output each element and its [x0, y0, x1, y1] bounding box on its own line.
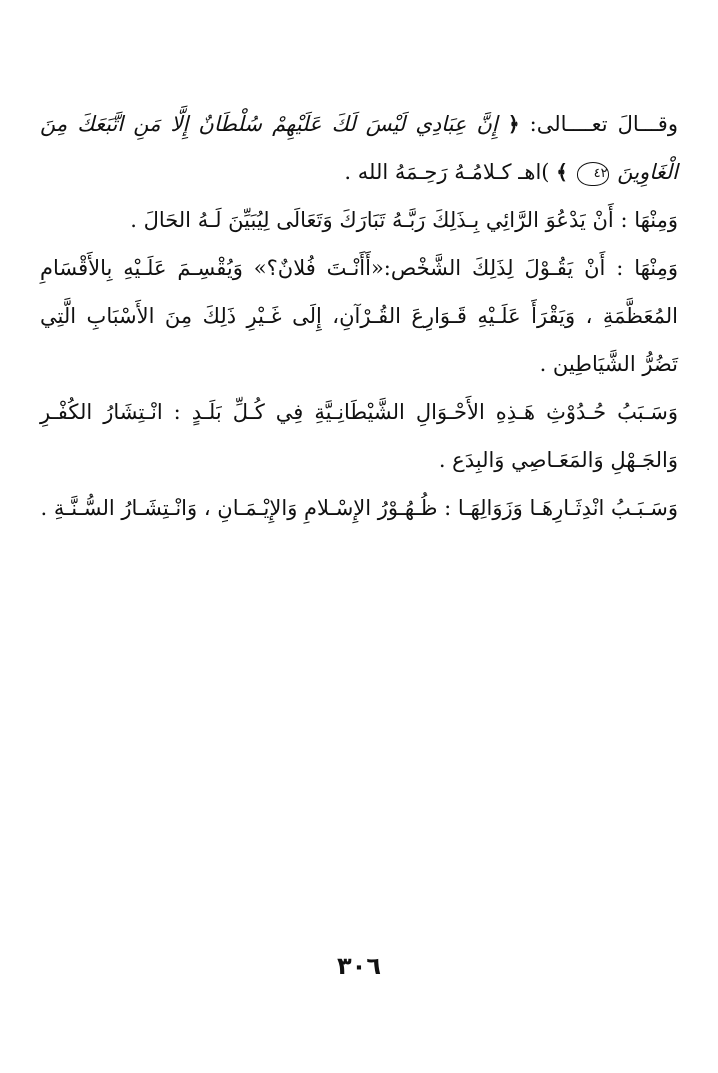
- page-number: ٣٠٦: [337, 952, 381, 980]
- main-text-block: [40, 100, 678, 532]
- quran-verse-text: إِنَّ عِبَادِي لَيْسَ لَكَ عَلَيْهِمْ سُلْطَانٌ إِلَّا مَنِ اتَّبَعَكَ مِنَ الْغَاوِينَ: [40, 112, 678, 184]
- paragraph-4: وَسَـبَبُ حُـدُوْثِ هَـذِهِ الأَحْـوَالِ الشَّيْطَانِـيَّةِ فِي كُـلِّ بَلَـدٍ : انْـتِشَارُ الكُفْـرِ وَالجَـهْلِ وَالمَعَـاصِي وَالبِدَع .: [40, 400, 678, 472]
- paragraph-quran-quote: [40, 100, 678, 196]
- ayah-number-marker: ٤٢: [577, 162, 609, 186]
- quran-close-bracket: ﴾: [556, 160, 568, 184]
- quran-open-bracket: ﴿: [507, 112, 520, 136]
- quote-tail: )اهـ كـلامُـهُ رَحِـمَهُ الله .: [344, 160, 550, 184]
- paragraph-5: وَسَـبَـبُ انْدِثَـارِهَـا وَزَوَالِهَـا : ظُـهُـوْرُ الإِسْـلامِ وَالإِيْـمَـانِ ، وَانْـتِشَـارُ السُّـنَّـةِ .: [40, 496, 678, 520]
- quote-lead: وقـــالَ تعــــالى:: [529, 112, 678, 136]
- paragraph-3: وَمِنْهَا : أَنْ يَقُـوْلَ لِذَلِكَ الشَّخْص:«أَأَنْـتَ فُلانٌ؟» وَيُقْسِـمَ عَلَـيْهِ بِالأَقْسَامِ المُعَظَّمَةِ ، وَيَقْرَأَ عَلَـيْهِ قَـوَارِعَ القُـرْآنِ، إِلَى غَـيْرِ ذَلِكَ مِنَ الأَسْبَابِ الَّتِي تَضُرُّ الشَّيَاطِين .: [40, 256, 678, 376]
- paragraph-2: وَمِنْهَا : أَنْ يَدْعُوَ الرَّائِي بِـذَلِكَ رَبَّـهُ تَبَارَكَ وَتَعَالَى لِيُبَيِّنَ لَـهُ الحَالَ .: [130, 208, 678, 232]
